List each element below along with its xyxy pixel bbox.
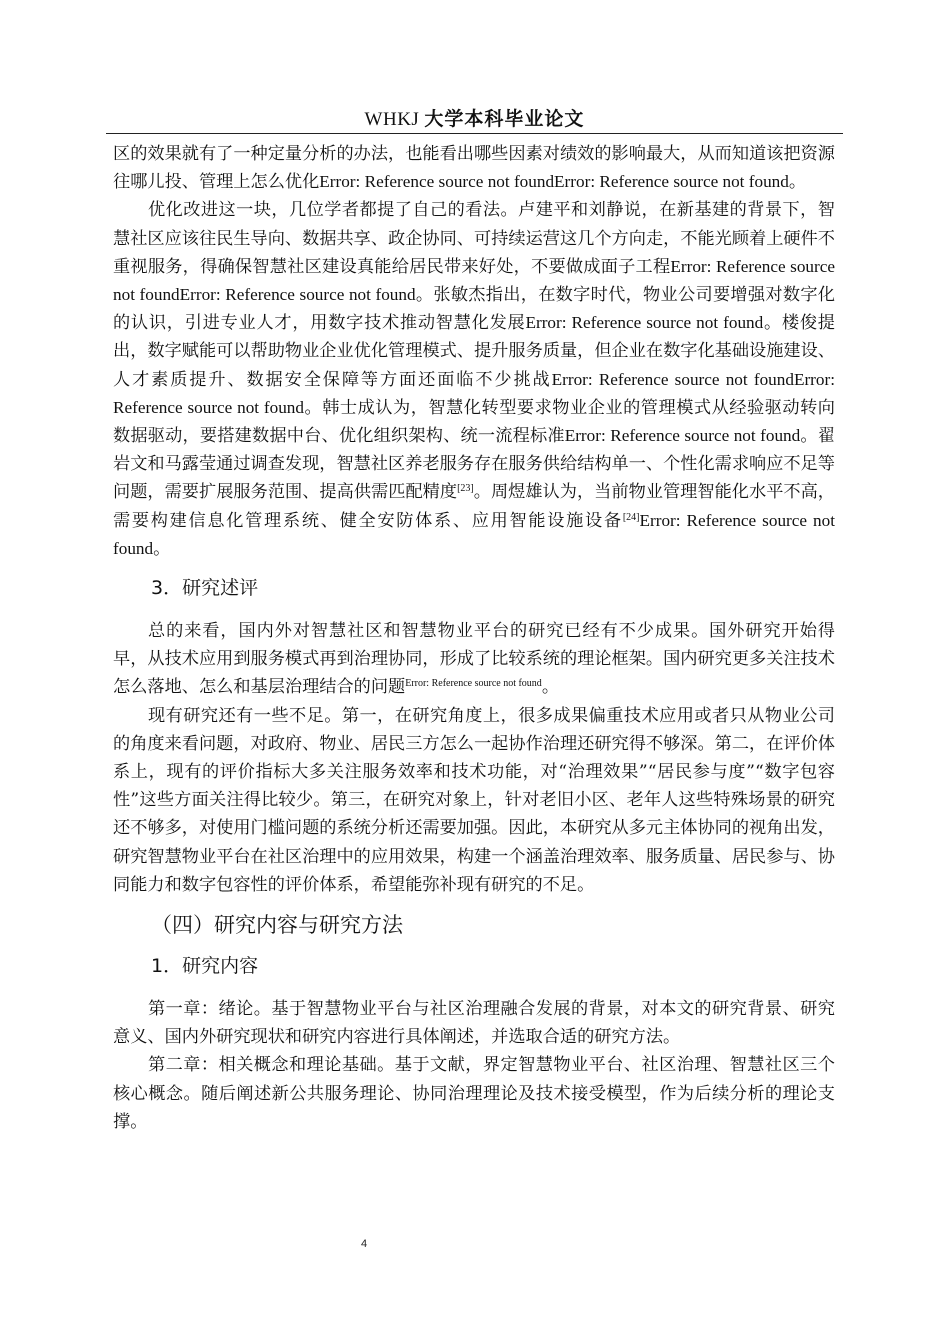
paragraph-1-text: 区的效果就有了一种定量分析的办法，也能看出哪些因素对绩效的影响最大，从而知道该把资源往哪儿投、管理上怎么优化 <box>113 144 835 193</box>
page-number: 4 <box>360 1238 368 1250</box>
paragraph-2-text-f: 。周煜雄认为，当前物业管理智能化水平不高，需要构建信息化管理系统、健全安防体系、应用智能设施设备 <box>113 482 835 531</box>
document-body <box>113 140 835 1136</box>
reference-error: Error: Reference source not found <box>113 510 835 558</box>
reference-error: Error: Reference source not foundError: Reference source not found <box>113 369 835 417</box>
paragraph-2-text-a: 优化改进这一块，几位学者都提了自己的看法。卢建平和刘静说，在新基建的背景下，智慧社区应该往民生导向、数据共享、政企协同、可持续运营这几个方向走，不能光顾着上硬件不重视服务，得确保智慧社区建设真能给居民带来好处，不要做成面子工程 <box>113 200 835 277</box>
header-title-latin: WHKJ <box>364 109 420 130</box>
paragraph-3-end: 。 <box>541 677 560 698</box>
paragraph-chapter-2: 第二章：相关概念和理论基础。基于文献，界定智慧物业平台、社区治理、智慧社区三个核心概念。随后阐述新公共服务理论、协同治理理论及技术接受模型，作为后续分析的理论支撑。 <box>113 1055 835 1132</box>
paragraph-3 <box>113 617 835 702</box>
paragraph-chapter-1: 第一章：绪论。基于智慧物业平台与社区治理融合发展的背景，对本文的研究背景、研究意义、国内外研究现状和研究内容进行具体阐述，并选取合适的研究方法。 <box>113 999 835 1048</box>
paragraph-2 <box>113 196 835 563</box>
heading-research-review: 3．研究述评 <box>151 577 259 600</box>
paragraph-4: 现有研究还有一些不足。第一，在研究角度上，很多成果偏重技术应用或者只从物业公司的角度来看问题，对政府、物业、居民三方怎么一起协作治理还研究得不够深。第二，在评价体系上，现有的评价指标大多关注服务效率和技术功能，对“治理效果”“居民参与度”“数字包容性”这些方面关注得比较少。第三，在研究对象上，针对老旧小区、老年人这些特殊场景的研究还不够多，对使用门槛问题的系统分析还需要加强。因此，本研究从多元主体协同的视角出发，研究智慧物业平台在社区治理中的应用效果，构建一个涵盖治理效率、服务质量、居民参与、协同能力和数字包容性的评价体系，希望能弥补现有研究的不足。 <box>113 705 835 895</box>
reference-error: Error: Reference source not found <box>564 426 801 446</box>
reference-error: Error: Reference source not foundError: Reference source not found <box>113 256 835 305</box>
paragraph-2-end: 。 <box>153 538 171 559</box>
citation-24: [24] <box>622 511 640 523</box>
heading-research-content-methods: （四）研究内容与研究方法 <box>151 913 403 938</box>
reference-error: Error: Reference source not found <box>525 313 764 333</box>
page-header <box>106 104 843 134</box>
paragraph-3-text: 总的来看，国内外对智慧社区和智慧物业平台的研究已经有不少成果。国外研究开始得早，从技术应用到服务模式再到治理协同，形成了比较系统的理论框架。国内研究更多关注技术怎么落地、怎么和基层治理结合的问题 <box>113 621 835 698</box>
header-title-cjk: 大学本科毕业论文 <box>424 108 585 130</box>
paragraph-2-text-e: 。翟岩文和马露莹通过调查发现，智慧社区养老服务存在服务供给结构单一、个性化需求响应不足等问题，需要扩展服务范围、提高供需匹配精度 <box>113 426 835 503</box>
reference-error: Error: Reference source not foundError: Reference source not found <box>319 172 789 192</box>
reference-error-superscript: Error: Reference source not found <box>405 678 542 690</box>
paragraph-1 <box>113 140 835 196</box>
paragraph-2-text-c: 。楼俊提出，数字赋能可以帮助物业企业优化管理模式、提升服务质量，但企业在数字化基础设施建设、人才素质提升、数据安全保障等方面还面临不少挑战 <box>113 313 835 390</box>
paragraph-1-end: 。 <box>788 172 807 193</box>
citation-23: [23] <box>457 483 474 495</box>
paragraph-2-text-b: 。张敏杰指出，在数字时代，物业公司要增强对数字化的认识，引进专业人才，用数字技术推动智慧化发展 <box>113 285 835 334</box>
heading-research-content: 1．研究内容 <box>151 955 259 978</box>
paragraph-2-text-d: 。韩士成认为，智慧化转型要求物业企业的管理模式从经验驱动转向数据驱动，要搭建数据中台、优化组织架构、统一流程标准 <box>113 397 835 447</box>
